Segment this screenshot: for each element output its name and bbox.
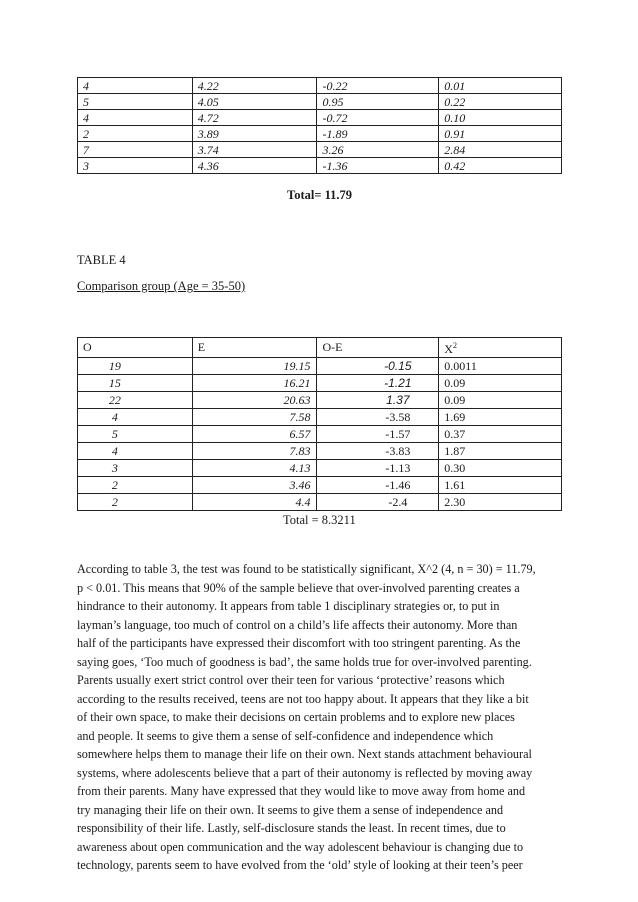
table-cell: 2	[78, 494, 193, 511]
paragraph-line: according to the results received, teens are not too happy about. It appears that they like a bit	[77, 691, 529, 706]
paragraph-line: from their parents. Many have expressed that they would like to move away from home and	[77, 784, 526, 798]
table-cell: 0.09	[439, 375, 562, 392]
paragraph-line: try managing their life on their own. It seems to give them a sense of independence and	[77, 802, 504, 817]
paragraph-line: somewhere helps them to manage their life on their own. Next stands attachment behavioural	[77, 747, 532, 761]
header-o-minus-e: O-E	[317, 338, 439, 358]
table-cell: 1.61	[439, 477, 562, 494]
table-cell: 4	[78, 78, 193, 94]
chi-symbol: X	[444, 342, 453, 356]
table-row	[78, 426, 562, 443]
table-cell: 7.83	[192, 443, 317, 460]
table-cell: -0.22	[317, 78, 439, 94]
table3-total: Total= 11.79	[287, 188, 353, 202]
table-cell: 0.42	[439, 158, 562, 174]
table3-continued	[77, 77, 562, 174]
table-cell: 7.58	[192, 409, 317, 426]
table-cell: 0.37	[439, 426, 562, 443]
table-cell: 0.0011	[439, 358, 562, 375]
paragraph-line: hindrance to their autonomy. It appears from table 1 disciplinary strategies or, to put in	[77, 599, 500, 613]
paragraph-line: p < 0.01. This means that 90% of the sample believe that over-involved parenting creates a	[77, 580, 520, 595]
table-cell: 0.22	[439, 94, 562, 110]
paragraph-line: and people. It seems to give them a sense of self-confidence and independence which	[77, 728, 494, 743]
table-cell: 1.87	[439, 443, 562, 460]
table-row	[78, 392, 562, 409]
paragraph-line: According to table 3, the test was found to be statistically significant, X^2 (4, n = 30) = 11.79,	[77, 562, 536, 576]
table-cell: 4	[78, 443, 193, 460]
table-cell: -0.15	[317, 358, 439, 375]
table-cell: 22	[78, 392, 193, 409]
table-cell: -1.36	[317, 158, 439, 174]
table-cell: -1.57	[317, 426, 439, 443]
table-cell: 4.22	[192, 78, 317, 94]
table-cell: 6.57	[192, 426, 317, 443]
table-cell: -3.58	[317, 409, 439, 426]
paragraph-line: half of the participants have expressed their discomfort with too stringent parenting. As the	[77, 636, 521, 650]
table-cell: 4.4	[192, 494, 317, 511]
table-row	[78, 409, 562, 426]
paragraph-line: of their own space, to make their decisions on certain problems and to explore new places	[77, 710, 515, 724]
table-cell: 0.01	[439, 78, 562, 94]
table-row	[78, 477, 562, 494]
paragraph-line: Parents usually exert strict control over their teen for various ‘protective’ reasons which	[77, 673, 505, 687]
table-cell: -1.46	[317, 477, 439, 494]
table-cell: 0.30	[439, 460, 562, 477]
table-cell: 16.21	[192, 375, 317, 392]
table4-heading: TABLE 4	[77, 253, 126, 267]
body-paragraph	[77, 560, 562, 875]
table-row	[78, 142, 562, 158]
table-cell: -1.13	[317, 460, 439, 477]
table-row	[78, 126, 562, 142]
header-o: O	[78, 338, 193, 358]
table4-header-row	[78, 338, 562, 358]
paragraph-line: awareness about open communication and the way adolescent behaviour is changing due to	[77, 839, 524, 854]
table-cell: 4	[78, 110, 193, 126]
table4-total: Total = 8.3211	[283, 513, 356, 527]
table-cell: 19	[78, 358, 193, 375]
table-cell: 20.63	[192, 392, 317, 409]
table-cell: 2.84	[439, 142, 562, 158]
table-cell: -0.72	[317, 110, 439, 126]
table-cell: 4.36	[192, 158, 317, 174]
paragraph-line: technology, parents seem to have evolved from the ‘old’ style of looking at their teen’s peer	[77, 858, 523, 872]
table-cell: 3	[78, 158, 193, 174]
table-cell: 3.46	[192, 477, 317, 494]
header-chi-square	[439, 338, 562, 358]
table-cell: -2.4	[317, 494, 439, 511]
table-cell: 1.37	[317, 392, 439, 409]
table-cell: 5	[78, 94, 193, 110]
table-cell: 5	[78, 426, 193, 443]
table-cell: 2	[78, 126, 193, 142]
table-row	[78, 94, 562, 110]
table-row	[78, 78, 562, 94]
table-cell: 3	[78, 460, 193, 477]
table4	[77, 337, 562, 511]
table-cell: -1.21	[317, 375, 439, 392]
table-cell: 0.95	[317, 94, 439, 110]
table-cell: 4.13	[192, 460, 317, 477]
table-cell: 4.05	[192, 94, 317, 110]
chi-superscript: 2	[452, 341, 457, 350]
table-cell: 7	[78, 142, 193, 158]
table-row	[78, 494, 562, 511]
header-e: E	[192, 338, 317, 358]
table-cell: 3.89	[192, 126, 317, 142]
table-cell: -1.89	[317, 126, 439, 142]
table-cell: 2	[78, 477, 193, 494]
table-cell: 4.72	[192, 110, 317, 126]
paragraph-line: layman’s language, too much of control on a child’s life affects their autonomy. More than	[77, 617, 518, 632]
table-cell: 2.30	[439, 494, 562, 511]
table-row	[78, 460, 562, 477]
table-cell: 1.69	[439, 409, 562, 426]
table-row	[78, 110, 562, 126]
table-row	[78, 358, 562, 375]
paragraph-line: saying goes, ‘Too much of goodness is bad’, the same holds true for over-involved parenting.	[77, 654, 532, 669]
table-cell: 0.09	[439, 392, 562, 409]
table-cell: 4	[78, 409, 193, 426]
table-row	[78, 443, 562, 460]
table4-caption: Comparison group (Age = 35-50)	[77, 279, 246, 293]
table-cell: -3.83	[317, 443, 439, 460]
paragraph-line: responsibility of their life. Lastly, self-disclosure stands the least. In recent times, due to	[77, 821, 506, 835]
table-cell: 0.91	[439, 126, 562, 142]
table-cell: 0.10	[439, 110, 562, 126]
paragraph-line: systems, where adolescents believe that a part of their autonomy is reflected by moving away	[77, 765, 533, 780]
table-cell: 3.26	[317, 142, 439, 158]
table-cell: 15	[78, 375, 193, 392]
table-row	[78, 158, 562, 174]
table-cell: 3.74	[192, 142, 317, 158]
table-cell: 19.15	[192, 358, 317, 375]
table-row	[78, 375, 562, 392]
